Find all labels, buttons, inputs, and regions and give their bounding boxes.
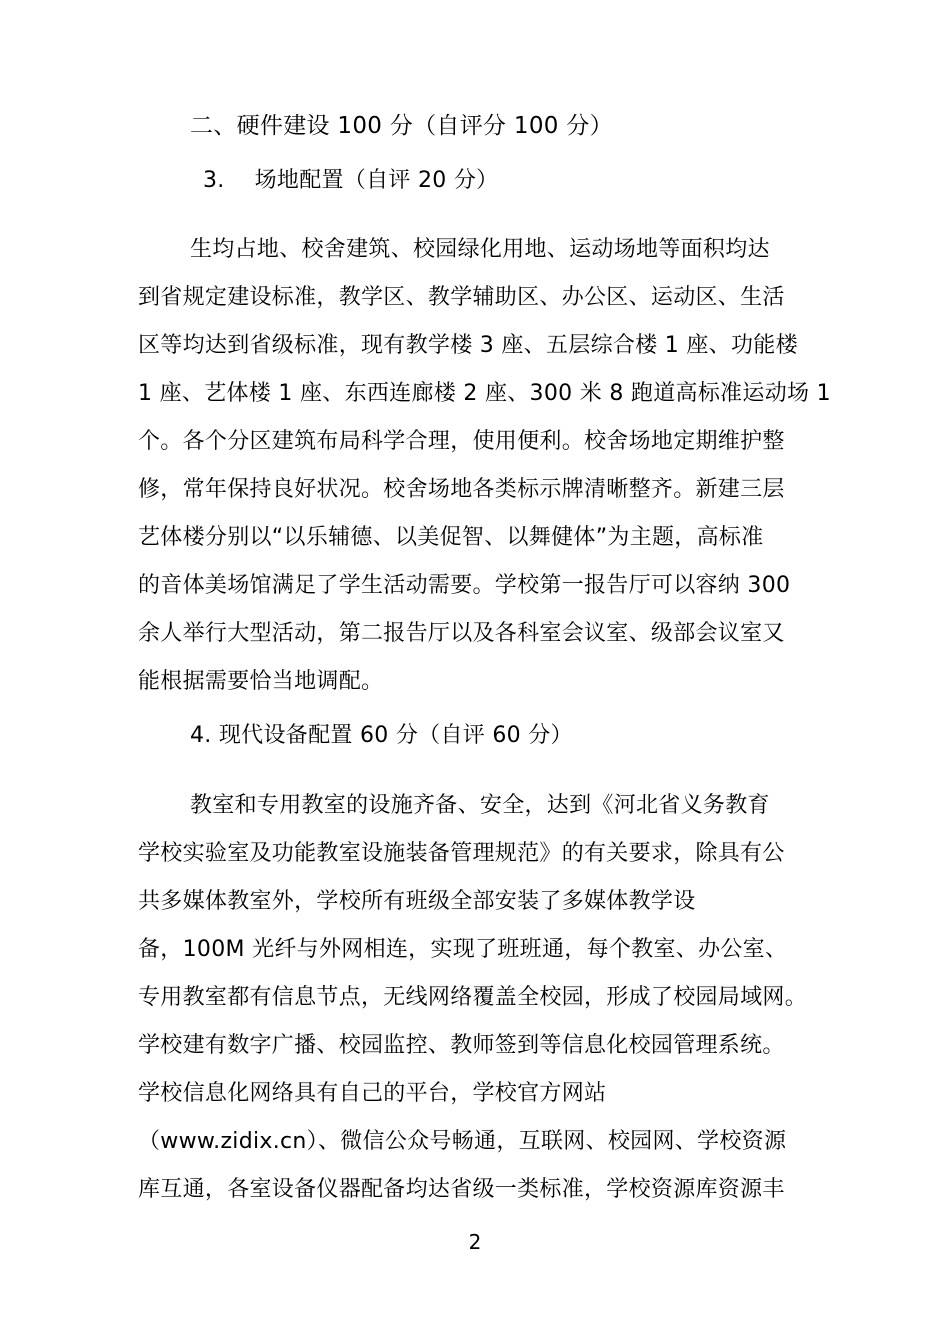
paragraph-2-line: 教室和专用教室的设施齐备、安全，达到《河北省义务教育 (190, 793, 770, 818)
page-number: 2 (468, 1230, 482, 1254)
paragraph-2-line: 共多媒体教室外，学校所有班级全部安装了多媒体教学设 (138, 889, 696, 914)
paragraph-1-line: 生均占地、校舍建筑、校园绿化用地、运动场地等面积均达 (190, 237, 770, 262)
paragraph-2-line: 学校建有数字广播、校园监控、教师签到等信息化校园管理系统。 (138, 1033, 785, 1058)
paragraph-1-line: 个。各个分区建筑布局科学合理，使用便利。校舍场地定期维护整 (138, 429, 785, 454)
subheading-3-title: 场地配置（自评 20 分） (254, 168, 499, 193)
paragraph-1-line: 能根据需要恰当地调配。 (138, 669, 384, 694)
section-heading: 二、硬件建设 100 分（自评分 100 分） (190, 113, 613, 139)
subheading-3 (203, 166, 498, 196)
paragraph-1-line: 余人举行大型活动，第二报告厅以及各科室会议室、级部会议室又 (138, 621, 785, 646)
subheading-4: 4. 现代设备配置 60 分（自评 60 分） (190, 723, 573, 748)
paragraph-2-line: （www.zidix.cn）、微信公众号畅通，互联网、校园网、学校资源 (138, 1129, 787, 1154)
paragraph-2-line: 专用教室都有信息节点，无线网络覆盖全校园，形成了校园局域网。 (138, 985, 808, 1010)
paragraph-2-line: 学校信息化网络具有自己的平台，学校官方网站 (138, 1081, 607, 1106)
subheading-3-number: 3. (203, 168, 225, 193)
paragraph-1-line: 1 座、艺体楼 1 座、东西连廊楼 2 座、300 米 8 跑道高标准运动场 1 (138, 381, 831, 406)
paragraph-1-line: 到省规定建设标准，教学区、教学辅助区、办公区、运动区、生活 (138, 285, 785, 310)
paragraph-1-line: 区等均达到省级标准，现有教学楼 3 座、五层综合楼 1 座、功能楼 (138, 333, 798, 358)
paragraph-1-line: 的音体美场馆满足了学生活动需要。学校第一报告厅可以容纳 300 (138, 573, 791, 598)
paragraph-1-line: 修，常年保持良好状况。校舍场地各类标示牌清晰整齐。新建三层 (138, 477, 785, 502)
paragraph-2-line: 库互通，各室设备仪器配备均达省级一类标准，学校资源库资源丰 (138, 1177, 785, 1202)
paragraph-2-line: 学校实验室及功能教室设施装备管理规范》的有关要求，除具有公 (138, 841, 785, 866)
paragraph-2-line: 备，100M 光纤与外网相连，实现了班班通，每个教室、办公室、 (138, 937, 788, 962)
paragraph-1-line: 艺体楼分别以“以乐辅德、以美促智、以舞健体”为主题，高标准 (138, 525, 764, 550)
